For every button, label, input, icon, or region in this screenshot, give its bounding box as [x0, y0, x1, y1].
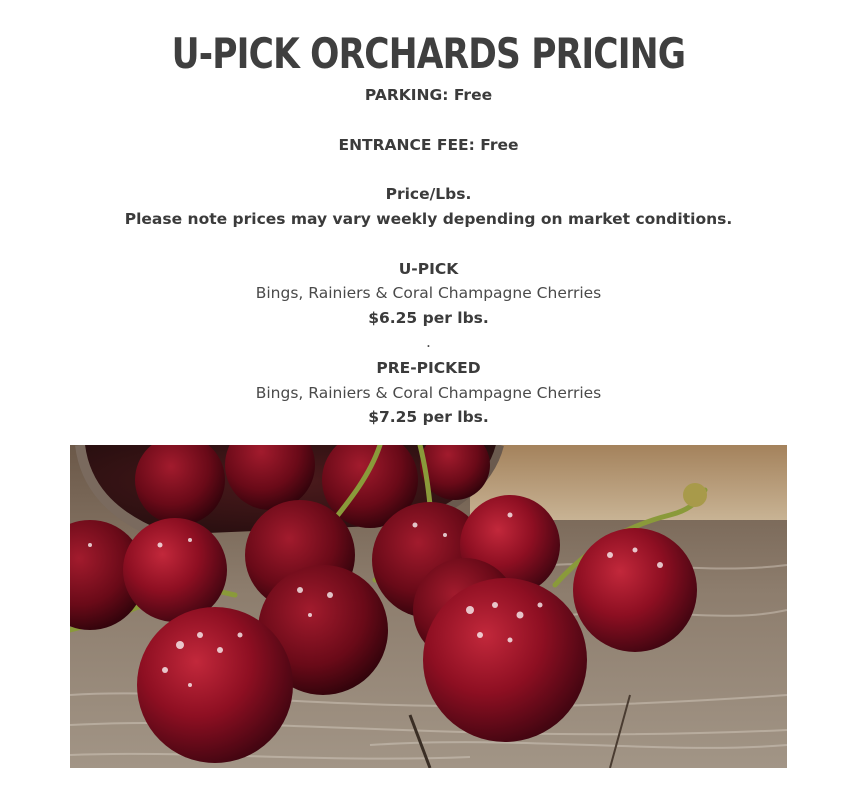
price-unit-label: Price/Lbs.	[385, 185, 472, 203]
prepicked-price: $7.25 per lbs.	[368, 408, 489, 426]
entrance-fee-info: ENTRANCE FEE: Free	[338, 136, 519, 154]
cherries-photo	[70, 445, 787, 768]
prepicked-heading: PRE-PICKED	[376, 359, 481, 377]
upick-varieties: Bings, Rainiers & Coral Champagne Cherries	[255, 284, 602, 302]
separator-dot: .	[426, 333, 431, 351]
prepicked-varieties: Bings, Rainiers & Coral Champagne Cherries	[255, 384, 602, 402]
upick-heading: U-PICK	[398, 260, 459, 278]
page-title: U-PICK ORCHARDS PRICING	[171, 29, 686, 78]
parking-info: PARKING: Free	[364, 86, 493, 104]
upick-price: $6.25 per lbs.	[368, 309, 489, 327]
price-note: Please note prices may vary weekly depending on market conditions.	[124, 210, 733, 228]
